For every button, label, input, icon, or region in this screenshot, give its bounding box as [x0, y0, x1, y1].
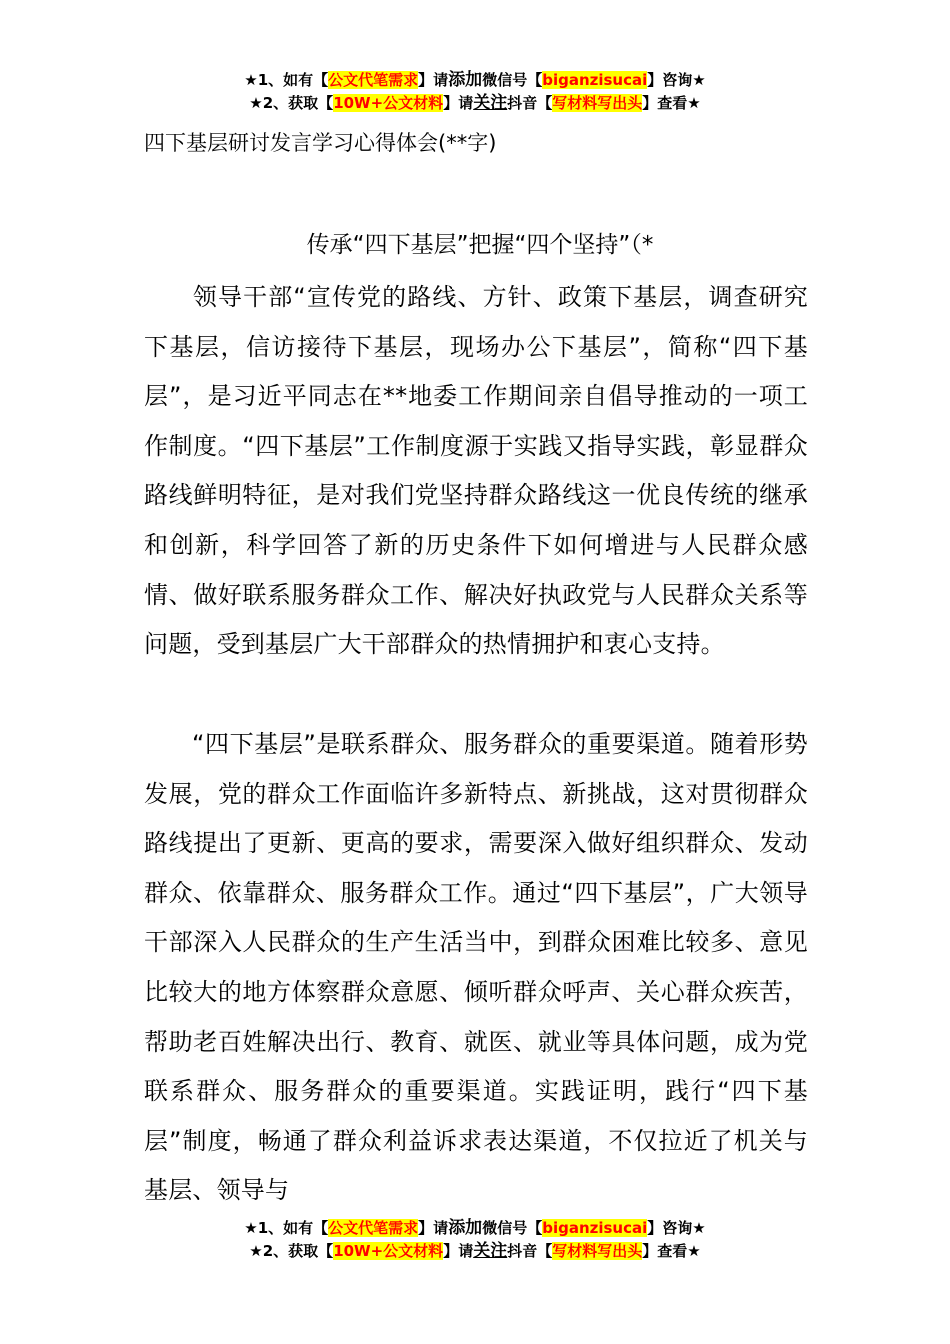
- banner-text: ★1、如有【: [244, 71, 329, 89]
- banner-text: 】请: [418, 71, 449, 89]
- banner-emphasis: 关注: [473, 93, 508, 113]
- banner-line-2: [0, 1240, 950, 1263]
- banner-emphasis: 添加: [448, 70, 483, 90]
- banner-text: ★2、获取【: [249, 94, 334, 112]
- banner-text: 】请: [418, 1219, 449, 1237]
- banner-text: 】请: [443, 94, 474, 112]
- banner-highlight-wechat-id: biganzisucai: [542, 1219, 648, 1237]
- banner-text: 微信号【: [482, 1219, 543, 1237]
- banner-highlight: 公文代笔需求: [328, 71, 419, 89]
- banner-text: 抖音【: [507, 1242, 553, 1260]
- banner-text: ★1、如有【: [244, 1219, 329, 1237]
- banner-line-1: [0, 1217, 950, 1240]
- article-heading: 传承“四下基层”把握“四个坚持”（*: [306, 232, 654, 258]
- banner-highlight: 10W+公文材料: [333, 1242, 444, 1260]
- banner-text: 】查看★: [642, 1242, 701, 1260]
- paragraph-text: 领导干部“宣传党的路线、方针、政策下基层，调查研究下基层，信访接待下基层，现场办公下基层”，简称“四下基层”，是习近平同志在**地委工作期间亲自倡导推动的一项工作制度。“四下基层”工作制度源于实践又指导实践，彰显群众路线鲜明特征，是对我们党坚持群众路线这一优良传统的继承和创新，科学回答了新的历史条件下如何增进与人民群众感情、做好联系服务群众工作、解决好执政党与人民群众关系等问题，受到基层广大干部群众的热情拥护和衷心支持。: [144, 283, 808, 659]
- banner-line-2: [0, 92, 950, 115]
- banner-line-1: [0, 69, 950, 92]
- banner-text: 】请: [443, 1242, 474, 1260]
- banner-text: 】查看★: [642, 94, 701, 112]
- bottom-banner: [0, 1217, 950, 1263]
- banner-emphasis: 关注: [473, 1241, 508, 1261]
- banner-highlight-douyin-id: 写材料写出头: [552, 1242, 643, 1260]
- banner-highlight: 公文代笔需求: [328, 1219, 419, 1237]
- banner-highlight: 10W+公文材料: [333, 94, 444, 112]
- top-banner: [0, 69, 950, 115]
- banner-text: 】咨询★: [647, 1219, 706, 1237]
- banner-text: 】咨询★: [647, 71, 706, 89]
- body-paragraph: [144, 720, 808, 1216]
- banner-text: 微信号【: [482, 71, 543, 89]
- banner-text: ★2、获取【: [249, 1242, 334, 1260]
- banner-highlight-douyin-id: 写材料写出头: [552, 94, 643, 112]
- banner-emphasis: 添加: [448, 1218, 483, 1238]
- body-paragraph: [144, 273, 808, 670]
- banner-text: 抖音【: [507, 94, 553, 112]
- document-title: 四下基层研讨发言学习心得体会(**字): [144, 131, 497, 155]
- banner-highlight-wechat-id: biganzisucai: [542, 71, 648, 89]
- paragraph-text: “四下基层”是联系群众、服务群众的重要渠道。随着形势发展，党的群众工作面临许多新特点、新挑战，这对贯彻群众路线提出了更新、更高的要求，需要深入做好组织群众、发动群众、依靠群众、服务群众工作。通过“四下基层”，广大领导干部深入人民群众的生产生活当中，到群众困难比较多、意见比较大的地方体察群众意愿、倾听群众呼声、关心群众疾苦，帮助老百姓解决出行、教育、就医、就业等具体问题，成为党联系群众、服务群众的重要渠道。实践证明，践行“四下基层”制度，畅通了群众利益诉求表达渠道，不仅拉近了机关与基层、领导与: [144, 730, 808, 1205]
